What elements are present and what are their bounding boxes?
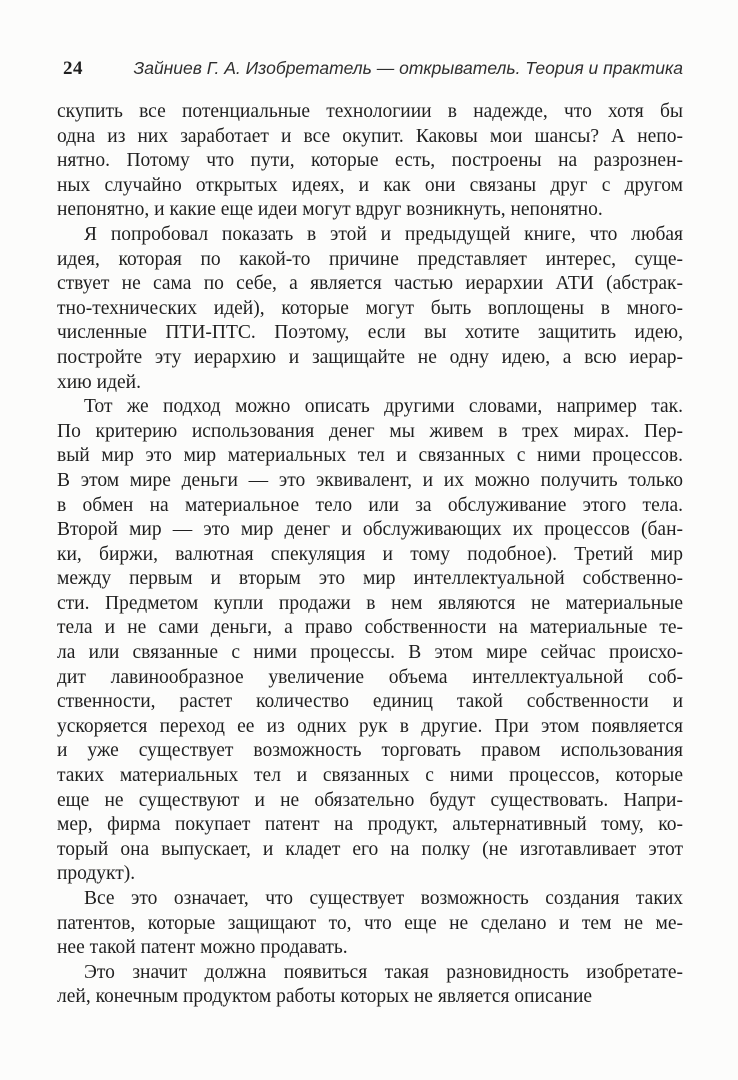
text-line: еще не существуют и не обязательно будут существовать. Напри- (57, 789, 683, 811)
text-line: В этом мире деньги — это эквивалент, и их можно получить только (57, 469, 683, 491)
text-line: патентов, которые защищают то, что еще не сделано и тем не ме- (57, 912, 683, 934)
text-line: Это значит должна появиться такая разновидность изобретате- (84, 961, 683, 983)
running-title: Зайниев Г. А. Изобретатель — открыватель. Теория и практика (133, 58, 683, 78)
text-line: постройте эту иерархию и защищайте не одну идею, а всю иерар- (57, 346, 683, 368)
text-line: вый мир это мир материальных тел и связанных с ними процессов. (57, 445, 683, 467)
text-line: сти. Предметом купли продажи в нем являются не материальные (57, 592, 683, 614)
text-line: идея, которая по какой-то причине представляет интерес, суще- (57, 248, 683, 270)
text-line: ки, биржи, валютная спекуляция и тому подобное). Третий мир (57, 543, 683, 565)
text-line: нее такой патент можно продавать. (57, 937, 348, 959)
text-line: мер, фирма покупает патент на продукт, альтернативный тому, ко- (57, 814, 683, 836)
text-line: дит лавинообразное увеличение объема интеллектуальной соб- (57, 666, 683, 688)
text-line: скупить все потенциальные технологиии в надежде, что хотя бы (57, 101, 683, 122)
text-line: Я попробовал показать в этой и предыдущей книге, что любая (84, 223, 683, 245)
page-header (57, 58, 683, 80)
text-line: лей, конечным продуктом работы которых не является описание (57, 986, 593, 1008)
text-line: продукт). (57, 863, 136, 885)
text-line: одна из них заработает и все окупит. Каковы мои шансы? А непо- (57, 125, 683, 147)
text-line: между первым и вторым это мир интеллектуальной собственно- (57, 568, 683, 590)
text-line: ствует не сама по себе, а является частью иерархии АТИ (абстрак- (57, 273, 683, 295)
text-line: ускоряется переход ее из одних рук в другие. При этом появляется (57, 715, 683, 737)
text-line: численные ПТИ-ПТС. Поэтому, если вы хотите защитить идею, (57, 322, 683, 344)
text-line: ных случайно открытых идеях, и как они связаны друг с другом (57, 174, 683, 196)
text-line: непонятно, и какие еще идеи могут вдруг возникнуть, непонятно. (57, 199, 603, 221)
page-body (57, 100, 683, 1010)
text-line: нятно. Потому что пути, которые есть, построены на разрознен- (57, 150, 683, 172)
text-line: торый она выпускает, и кладет его на полку (не изготавливает этот (57, 838, 683, 860)
text-line: Второй мир — это мир денег и обслуживающих их процессов (бан- (57, 519, 683, 541)
text-line: ственности, растет количество единиц такой собственности и (57, 691, 683, 713)
text-line: По критерию использования денег мы живем в трех мирах. Пер- (57, 420, 683, 442)
text-line: Тот же подход можно описать другими словами, например так. (84, 396, 683, 418)
text-line: таких материальных тел и связанных с ними процессов, которые (57, 765, 683, 787)
text-line: ла или связанные с ними процессы. В этом мире сейчас происхо- (57, 642, 683, 664)
text-line: хию идей. (57, 371, 141, 393)
text-line: и уже существует возможность торговать правом использования (57, 740, 683, 762)
text-line: тно-технических идей), которые могут быть воплощены в много- (57, 297, 683, 319)
text-line: Все это означает, что существует возможность создания таких (84, 888, 683, 909)
text-line: тела и не сами деньги, а право собственности на материальные те- (57, 617, 683, 639)
text-line: в обмен на материальное тело или за обслуживание этого тела. (57, 494, 683, 516)
page-number: 24 (63, 58, 83, 79)
